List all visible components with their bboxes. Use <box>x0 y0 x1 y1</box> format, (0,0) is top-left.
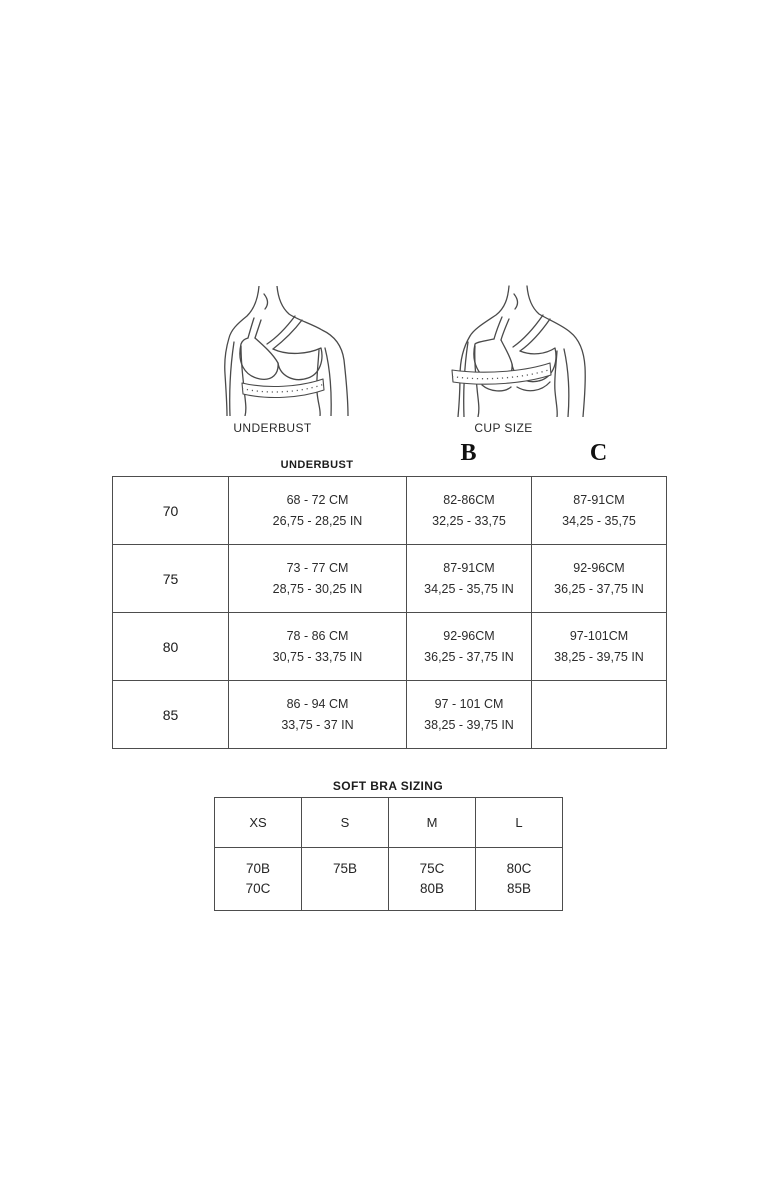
table-row <box>113 681 667 749</box>
band-size-cell: 85 <box>113 681 229 749</box>
underbust-range-cell <box>229 477 407 545</box>
size-code: 80C <box>506 861 532 876</box>
soft-size-header-cell: S <box>302 798 389 848</box>
underbust-range-cell <box>229 681 407 749</box>
underbust-column-header: UNDERBUST <box>280 459 354 471</box>
range-cm: 97 - 101 CM <box>434 696 504 711</box>
table-row <box>113 545 667 613</box>
band-size-cell: 80 <box>113 613 229 681</box>
cup-c-range-cell <box>532 613 667 681</box>
cup-b-range-cell <box>407 477 532 545</box>
cup-size-figure-label: CUP SIZE <box>474 421 533 435</box>
size-code: 80B <box>419 881 445 897</box>
underbust-range-cell <box>229 545 407 613</box>
band-size-cell: 75 <box>113 545 229 613</box>
range-in: 36,25 - 37,75 IN <box>424 649 514 664</box>
range-cm: 92-96CM <box>573 560 625 575</box>
range-cm: 82-86CM <box>443 492 495 507</box>
range-cm: 78 - 86 CM <box>286 628 349 643</box>
cup-b-range-cell <box>407 613 532 681</box>
size-code: 75C <box>419 861 445 876</box>
cup-c-range-cell <box>532 545 667 613</box>
soft-bra-size-table <box>214 797 563 911</box>
cup-c-column-header: C <box>589 440 608 466</box>
size-code: 70C <box>245 881 271 897</box>
range-in: 28,75 - 30,25 IN <box>272 581 363 596</box>
soft-size-value-cell <box>389 848 476 911</box>
cup-b-range-cell <box>407 545 532 613</box>
table-row <box>215 798 563 848</box>
size-code: 75B <box>332 861 358 876</box>
size-code: 70B <box>245 861 271 876</box>
soft-size-value-cell <box>302 848 389 911</box>
range-in: 33,75 - 37 IN <box>281 717 354 732</box>
size-code: 85B <box>506 881 532 897</box>
range-in: 36,25 - 37,75 IN <box>554 581 644 596</box>
range-in: 32,25 - 33,75 <box>432 513 506 528</box>
soft-size-value-cell <box>215 848 302 911</box>
range-cm: 87-91CM <box>443 560 495 575</box>
underbust-figure-label: UNDERBUST <box>233 421 312 435</box>
range-in: 34,25 - 35,75 <box>562 513 636 528</box>
band-size-cell: 70 <box>113 477 229 545</box>
range-in: 34,25 - 35,75 IN <box>424 581 514 596</box>
range-cm: 97-101CM <box>569 628 629 643</box>
range-cm: 87-91CM <box>573 492 625 507</box>
range-cm: 92-96CM <box>443 628 495 643</box>
range-in: 38,25 - 39,75 IN <box>424 717 514 732</box>
soft-size-header-cell: L <box>476 798 563 848</box>
table-row <box>113 613 667 681</box>
cup-b-range-cell <box>407 681 532 749</box>
underbust-figure-illustration <box>222 286 352 416</box>
cup-c-range-cell <box>532 681 667 749</box>
bra-size-table <box>112 476 667 749</box>
table-row <box>113 477 667 545</box>
soft-size-header-cell: M <box>389 798 476 848</box>
table-row <box>215 848 563 911</box>
cup-b-column-header: B <box>460 440 477 466</box>
range-in: 38,25 - 39,75 IN <box>554 649 644 664</box>
cup-size-figure-illustration <box>446 284 586 417</box>
underbust-range-cell <box>229 613 407 681</box>
soft-bra-sizing-title: SOFT BRA SIZING <box>332 779 444 793</box>
soft-size-header-cell: XS <box>215 798 302 848</box>
cup-c-range-cell <box>532 477 667 545</box>
soft-size-value-cell <box>476 848 563 911</box>
range-cm: 86 - 94 CM <box>286 696 349 711</box>
range-cm: 73 - 77 CM <box>286 560 349 575</box>
range-in: 26,75 - 28,25 IN <box>272 513 363 528</box>
range-in: 30,75 - 33,75 IN <box>272 649 363 664</box>
range-cm: 68 - 72 CM <box>286 492 349 507</box>
